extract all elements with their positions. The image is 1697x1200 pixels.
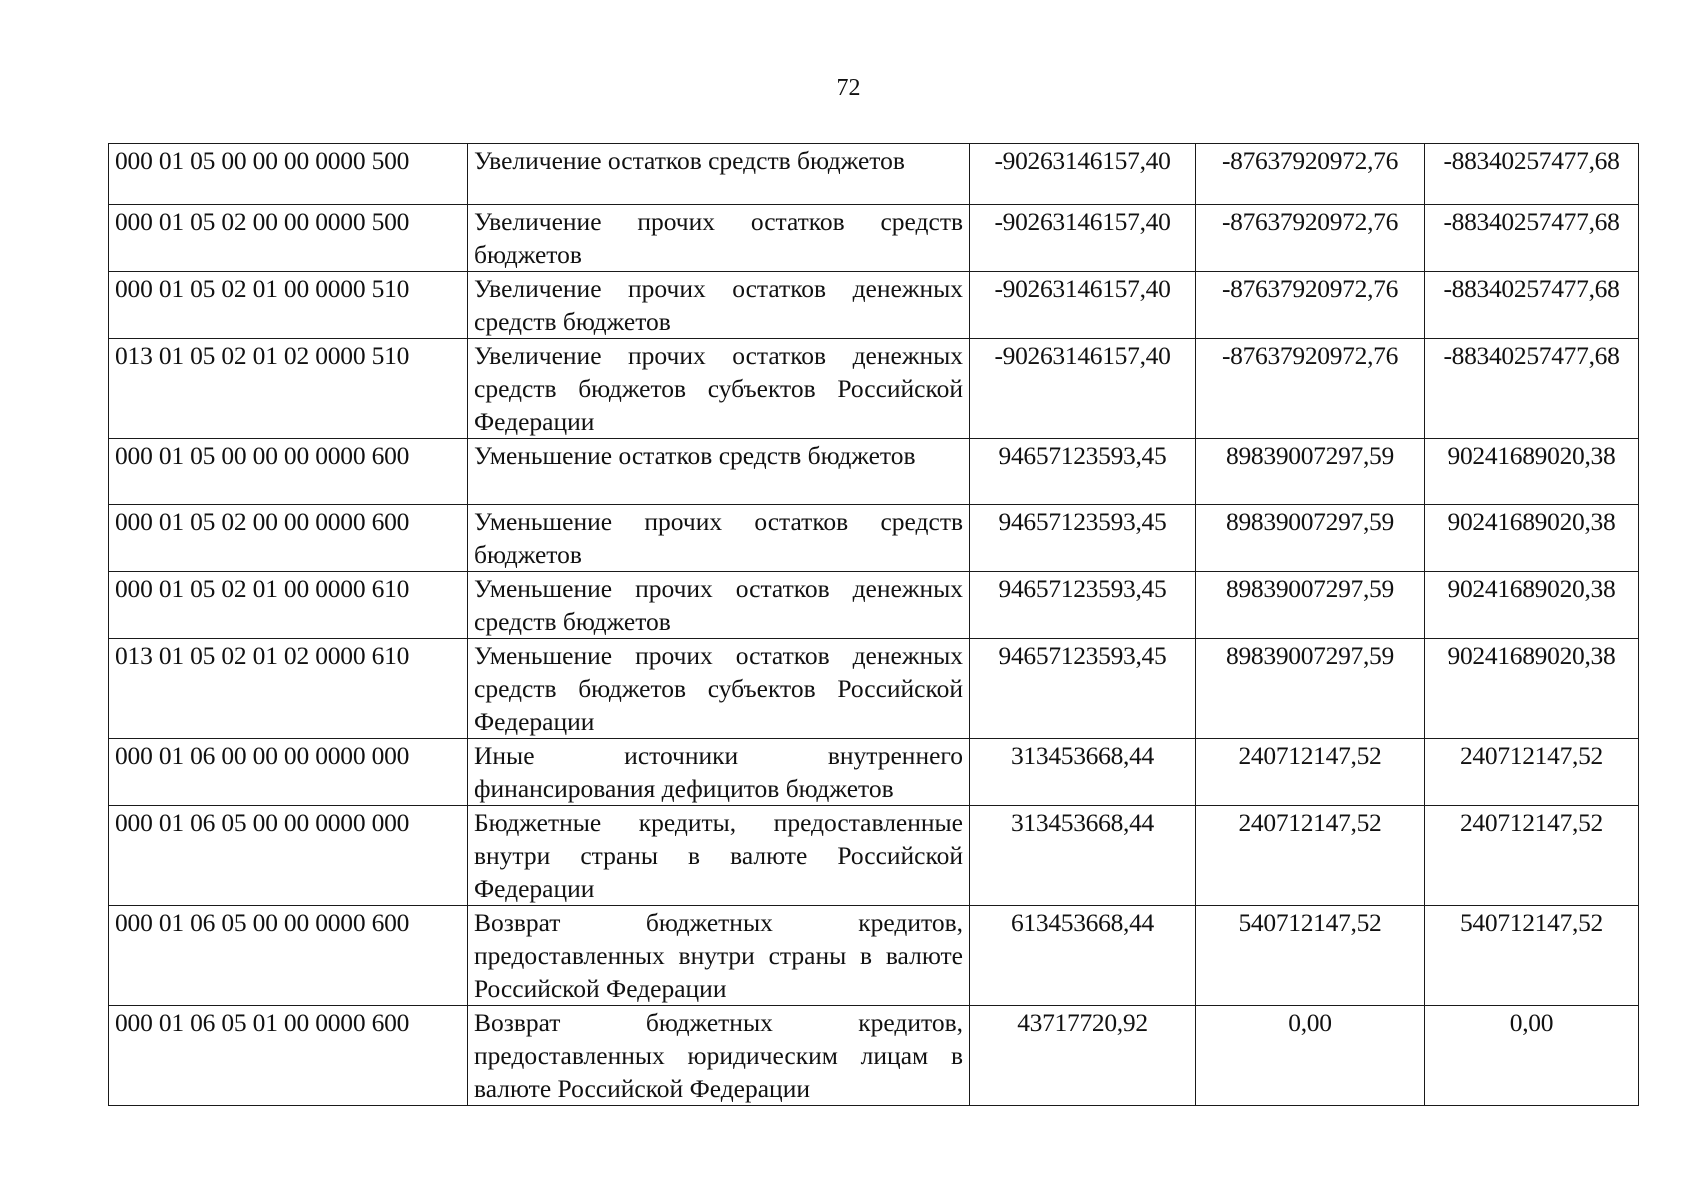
budget-code-cell: 000 01 06 05 00 00 0000 000 [109, 806, 468, 906]
budget-code-cell: 013 01 05 02 01 02 0000 510 [109, 339, 468, 439]
amount-year1-cell: 94657123593,45 [970, 572, 1196, 639]
amount-year3-cell: 240712147,52 [1425, 739, 1639, 806]
budget-code-cell: 000 01 05 02 01 00 0000 610 [109, 572, 468, 639]
amount-year1-cell: 313453668,44 [970, 739, 1196, 806]
amount-year2-cell: 540712147,52 [1196, 906, 1425, 1006]
budget-name-cell: Возврат бюджетных кредитов, предоставленных юридическим лицам в валюте Российской Федерации [468, 1006, 970, 1106]
budget-name-cell: Бюджетные кредиты, предоставленные внутри страны в валюте Российской Федерации [468, 806, 970, 906]
amount-year2-cell: 89839007297,59 [1196, 439, 1425, 505]
amount-year3-cell: 90241689020,38 [1425, 505, 1639, 572]
budget-code-cell: 000 01 05 02 00 00 0000 500 [109, 205, 468, 272]
budget-code-cell: 000 01 06 00 00 00 0000 000 [109, 739, 468, 806]
budget-sources-table [108, 143, 1639, 1106]
amount-year2-cell: -87637920972,76 [1196, 339, 1425, 439]
amount-year2-cell: 240712147,52 [1196, 739, 1425, 806]
budget-code-cell: 013 01 05 02 01 02 0000 610 [109, 639, 468, 739]
amount-year2-cell: 0,00 [1196, 1006, 1425, 1106]
budget-name-cell: Возврат бюджетных кредитов, предоставленных внутри страны в валюте Российской Федерации [468, 906, 970, 1006]
table-row [109, 339, 1639, 439]
amount-year3-cell: -88340257477,68 [1425, 144, 1639, 205]
amount-year3-cell: 540712147,52 [1425, 906, 1639, 1006]
table-row [109, 739, 1639, 806]
page-number: 72 [836, 75, 861, 101]
amount-year2-cell: -87637920972,76 [1196, 144, 1425, 205]
budget-name-cell: Уменьшение прочих остатков денежных средств бюджетов [468, 572, 970, 639]
amount-year2-cell: -87637920972,76 [1196, 205, 1425, 272]
table-row [109, 639, 1639, 739]
budget-code-cell: 000 01 06 05 01 00 0000 600 [109, 1006, 468, 1106]
table-row [109, 906, 1639, 1006]
amount-year1-cell: -90263146157,40 [970, 272, 1196, 339]
budget-code-cell: 000 01 05 02 01 00 0000 510 [109, 272, 468, 339]
budget-code-cell: 000 01 06 05 00 00 0000 600 [109, 906, 468, 1006]
amount-year3-cell: -88340257477,68 [1425, 205, 1639, 272]
amount-year1-cell: 94657123593,45 [970, 439, 1196, 505]
amount-year3-cell: -88340257477,68 [1425, 272, 1639, 339]
table-row [109, 205, 1639, 272]
amount-year3-cell: 90241689020,38 [1425, 439, 1639, 505]
amount-year3-cell: 90241689020,38 [1425, 639, 1639, 739]
budget-code-cell: 000 01 05 00 00 00 0000 500 [109, 144, 468, 205]
amount-year1-cell: -90263146157,40 [970, 339, 1196, 439]
budget-name-cell: Увеличение прочих остатков денежных средств бюджетов субъектов Российской Федерации [468, 339, 970, 439]
budget-name-cell: Увеличение остатков средств бюджетов [468, 144, 970, 205]
table-row [109, 144, 1639, 205]
amount-year1-cell: 313453668,44 [970, 806, 1196, 906]
amount-year1-cell: 43717720,92 [970, 1006, 1196, 1106]
budget-name-cell: Уменьшение прочих остатков денежных средств бюджетов субъектов Российской Федерации [468, 639, 970, 739]
budget-code-cell: 000 01 05 02 00 00 0000 600 [109, 505, 468, 572]
amount-year2-cell: 89839007297,59 [1196, 572, 1425, 639]
amount-year1-cell: 94657123593,45 [970, 505, 1196, 572]
amount-year3-cell: -88340257477,68 [1425, 339, 1639, 439]
budget-name-cell: Увеличение прочих остатков средств бюджетов [468, 205, 970, 272]
amount-year2-cell: 89839007297,59 [1196, 639, 1425, 739]
table-row [109, 505, 1639, 572]
amount-year3-cell: 0,00 [1425, 1006, 1639, 1106]
amount-year1-cell: 94657123593,45 [970, 639, 1196, 739]
amount-year2-cell: -87637920972,76 [1196, 272, 1425, 339]
budget-code-cell: 000 01 05 00 00 00 0000 600 [109, 439, 468, 505]
amount-year1-cell: -90263146157,40 [970, 205, 1196, 272]
amount-year3-cell: 90241689020,38 [1425, 572, 1639, 639]
table-row [109, 272, 1639, 339]
amount-year3-cell: 240712147,52 [1425, 806, 1639, 906]
table-row [109, 806, 1639, 906]
table-row [109, 1006, 1639, 1106]
amount-year2-cell: 89839007297,59 [1196, 505, 1425, 572]
amount-year1-cell: -90263146157,40 [970, 144, 1196, 205]
budget-name-cell: Уменьшение остатков средств бюджетов [468, 439, 970, 505]
table-row [109, 572, 1639, 639]
amount-year2-cell: 240712147,52 [1196, 806, 1425, 906]
budget-name-cell: Увеличение прочих остатков денежных средств бюджетов [468, 272, 970, 339]
table-row [109, 439, 1639, 505]
budget-name-cell: Иные источники внутреннего финансирования дефицитов бюджетов [468, 739, 970, 806]
budget-name-cell: Уменьшение прочих остатков средств бюджетов [468, 505, 970, 572]
amount-year1-cell: 613453668,44 [970, 906, 1196, 1006]
